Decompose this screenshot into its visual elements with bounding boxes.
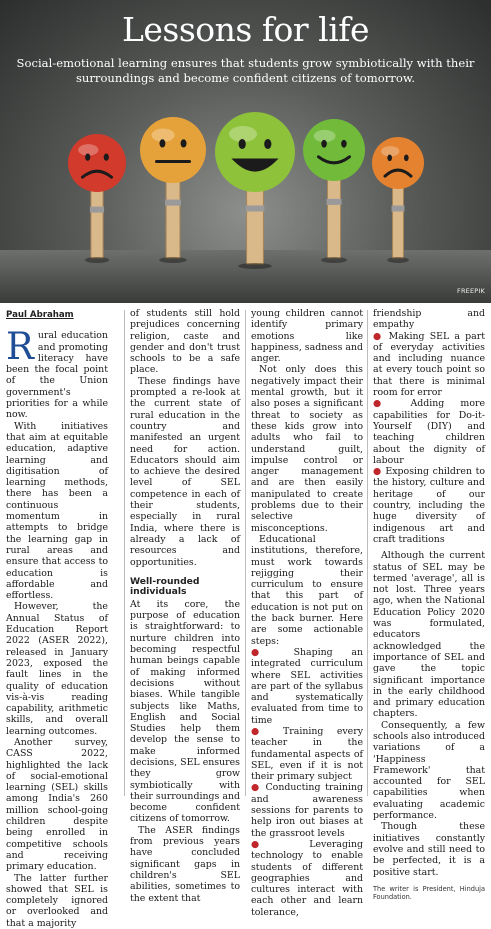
list-item <box>373 466 485 545</box>
list-item <box>373 331 485 399</box>
article-paragraph: The ASER findings from previous years have concluded significant gaps in children's SEL abilities, sometimes to the extent that <box>130 824 240 904</box>
bullet-icon: ● <box>373 330 384 342</box>
article-paragraph: Another survey, CASS 2022, highlighted the lack of social-emotional learning (SEL) skills among India's 260 million school-going children despite being enrolled in competitive schools and receiving primary education. <box>6 736 108 873</box>
article-paragraph: Educational institutions, therefore, must work towards rejigging their curriculum to ensure that this part of education is not put on the back burner. Here are some actionable steps: <box>251 533 363 647</box>
article-paragraph: With initiatives that aim at equitable education, adaptive learning and digitisation of learning methods, there has been a continuous momentum in attempts to bridge the learning gap in rural areas and ensure that access to education is affordable and effortless. <box>6 420 108 602</box>
article-column-2 <box>130 308 240 904</box>
article-column-4 <box>373 308 485 901</box>
list-item-text: Exposing children to the history, culture and heritage of our country, including the huge diversity of indigenous art and craft traditions <box>373 466 486 545</box>
page-title: Lessons for life <box>121 10 370 49</box>
list-item-text: Leveraging technology to enable students of different geographies and cultures interact with each other and learn tolerance, <box>251 838 363 918</box>
list-item-continued: friendship and empathy <box>373 308 485 331</box>
article-column-3 <box>251 308 363 918</box>
article-paragraph: young children cannot identify primary emotions like happiness, sadness and anger. <box>251 308 364 365</box>
paragraph-text: ural education and promoting literacy have been the focal point of the Union government's priorities for a while now. <box>6 330 108 421</box>
emoji-face-icon <box>68 134 126 263</box>
article-paragraph: These findings have prompted a re-look at the current state of rural education in the country and manifested an urgent need for action. Educators should aim to achieve the desired level of SEL competence in each of their students, especially in rural India, where there is already a lack of resources and opportunities. <box>130 375 240 568</box>
bullet-icon: ● <box>373 398 395 410</box>
author-note: The writer is President, Hinduja Foundation. <box>373 884 485 901</box>
bullet-icon: ● <box>251 725 270 737</box>
section-subhead: Well-rounded individuals <box>130 575 200 598</box>
column-divider <box>245 310 246 796</box>
article-paragraph <box>6 325 108 421</box>
bullet-icon: ● <box>251 646 275 658</box>
article-paragraph: At its core, the purpose of education is straightforward: to nurture children into becoming respectful human beings capable of making informed decisions without biases. While tangible subjects like Maths, English and Social Studies help them develop the sense to make informed decisions, SEL ensures they grow symbiotically with their surroundings and become confident citizens of tomorrow. <box>130 598 240 825</box>
hero-image <box>0 0 491 303</box>
article-paragraph: Although the current status of SEL may be termed 'average', all is not lost. Three years ago, when the National Education Policy 2020 was formulated, educators acknowledged the importance of SEL and gave the topic significant importance in the early childhood and primary education chapters. <box>373 550 485 720</box>
list-item-text: Adding more capabilities for Do-it-Yourself (DIY) and teaching children about the dignity of labour <box>373 398 485 466</box>
article-column-1 <box>6 308 108 929</box>
list-item <box>251 647 363 726</box>
article-paragraph: The latter further showed that SEL is completely ignored or overlooked and that a majority <box>6 872 108 929</box>
emoji-face-icon <box>215 112 295 269</box>
article-paragraph: Though these initiatives constantly evolve and still need to be perfected, it is a positive start. <box>373 821 485 878</box>
bullet-icon: ● <box>373 466 382 478</box>
article-paragraph: However, the Annual Status of Education Report 2022 (ASER 2022), released in January 2023, exposed the fault lines in the quality of education vis-à-vis reading capability, arithmetic skills, and overall learning outcomes. <box>6 601 108 737</box>
article-paragraph: Not only does this negatively impact their mental growth, but it also poses a significant threat to society as these kids grow into adults who fail to understand guilt, impulse control or anger management and are then easily manipulated to create problems due to their selective misconceptions. <box>251 364 363 534</box>
list-item-text: Conducting training and awareness sessions for parents to help iron out biases at the grassroot levels <box>251 782 364 839</box>
emoji-face-icon <box>140 117 206 263</box>
list-item-text: Making SEL a part of everyday activities and including nuance at every touch point so that there is minimal room for error <box>373 330 485 399</box>
column-divider <box>367 310 368 796</box>
list-item <box>373 398 485 466</box>
byline[interactable]: Paul Abraham <box>6 310 74 320</box>
list-item-text: Shaping an integrated curriculum where SEL activities are part of the syllabus and systematically evaluated from time to time <box>251 646 363 726</box>
bullet-icon: ● <box>251 838 283 850</box>
emoji-face-icon <box>303 119 365 263</box>
drop-cap: R <box>6 325 34 369</box>
column-divider <box>124 310 125 796</box>
list-item <box>251 839 363 918</box>
list-item-text: Training every teacher in the fundamental aspects of SEL, even if it is not their primary subject <box>251 725 363 783</box>
image-credit: FREEPIK <box>457 287 485 295</box>
page-subtitle: Social-emotional learning ensures that students grow symbiotically with their surroundings and become confident citizens of tomorrow. <box>16 56 475 85</box>
list-item <box>251 782 363 838</box>
bullet-icon: ● <box>251 782 261 794</box>
article-paragraph: of students still hold prejudices concerning religion, caste and gender and don't trust schools to be a safe place. <box>130 308 240 376</box>
emoji-face-icon <box>372 137 424 263</box>
list-item <box>251 726 363 782</box>
article-paragraph: Consequently, a few schools also introduced variations of a 'Happiness Framework' that accounted for SEL capabilities when evaluating academic performance. <box>373 719 485 822</box>
